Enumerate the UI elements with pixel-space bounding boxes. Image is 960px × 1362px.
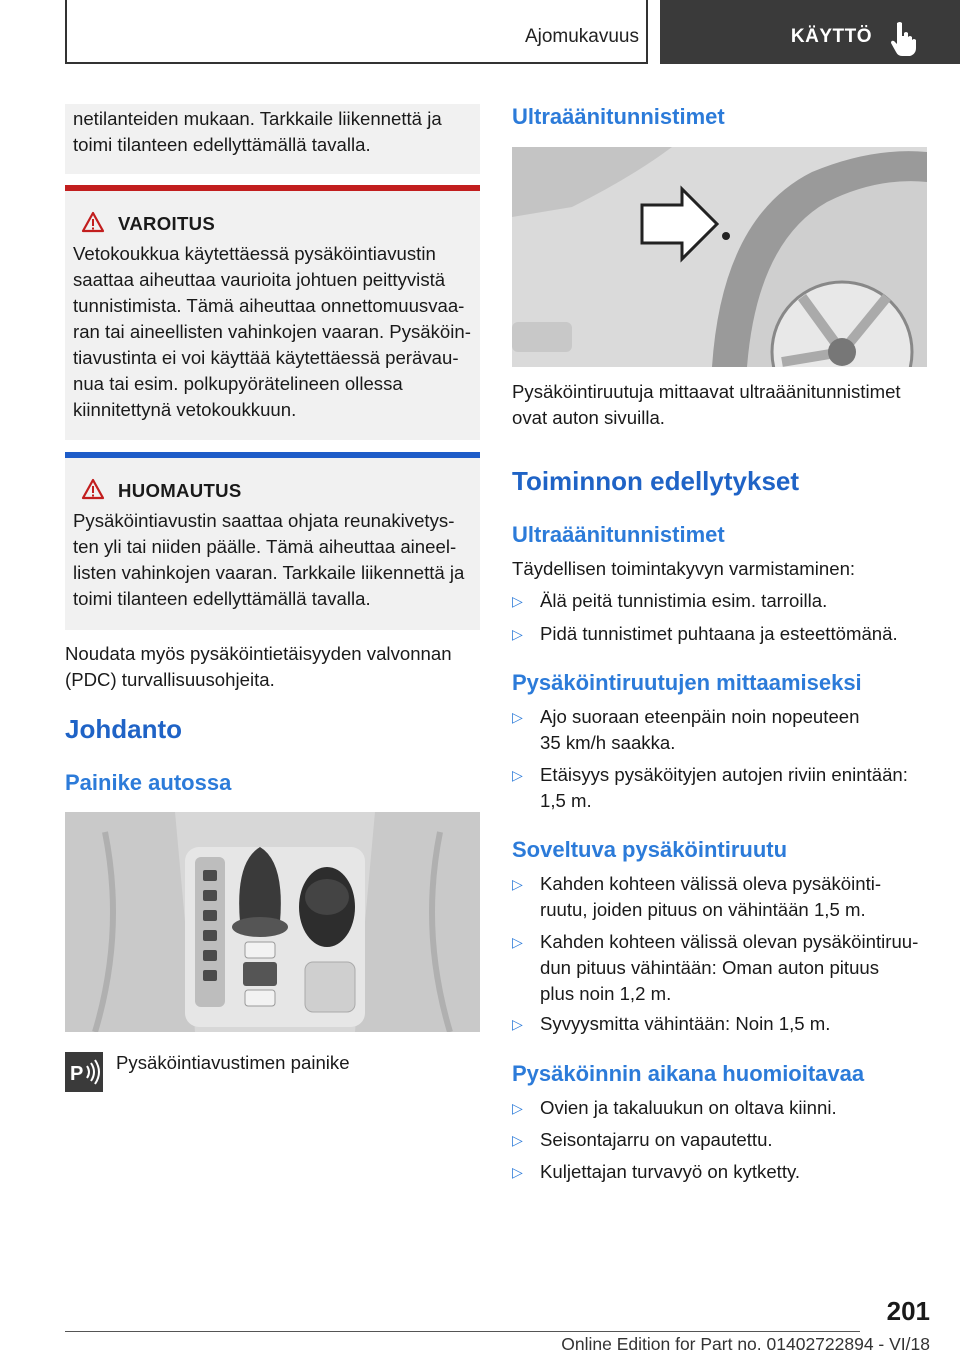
bullet-triangle-icon: ▷ bbox=[512, 876, 523, 892]
warning-title: VAROITUS bbox=[118, 213, 216, 234]
notice-line: ten yli tai niiden päälle. Tämä aiheuttaa aineel- bbox=[73, 536, 457, 557]
button-caption: Pysäköintiavustimen painike bbox=[116, 1052, 350, 1073]
svg-text:P: P bbox=[70, 1063, 84, 1085]
heading-measuring-spaces: Pysäköintiruutujen mittaamiseksi bbox=[512, 670, 862, 695]
intro-line: netilanteiden mukaan. Tarkkaile liikennettä ja bbox=[73, 108, 442, 129]
park-assist-icon bbox=[65, 1052, 103, 1092]
heading-button-in-car: Painike autossa bbox=[65, 770, 232, 795]
notice-title: HUOMAUTUS bbox=[118, 480, 242, 501]
bullet-triangle-icon: ▷ bbox=[512, 934, 523, 950]
warning-line: saattaa aiheuttaa vaurioita johtuen peittyvistä bbox=[73, 269, 446, 290]
notice-box bbox=[65, 458, 480, 630]
warning-line: tunnistimista. Tämä aiheuttaa onnettomuusvaa- bbox=[73, 295, 465, 316]
bullet-triangle-icon: ▷ bbox=[512, 626, 523, 642]
page-number: 201 bbox=[886, 1296, 930, 1326]
pdc-note-line: (PDC) turvallisuusohjeita. bbox=[65, 669, 275, 690]
list-item-text: Älä peitä tunnistimia esim. tarroilla. bbox=[540, 590, 828, 611]
warning-line: tiavustinta ei voi käyttää käytettäessä perävau- bbox=[73, 347, 459, 368]
list-item-text: 35 km/h saakka. bbox=[540, 732, 676, 753]
sensor-caption-line: Pysäköintiruutuja mittaavat ultraäänitunnistimet bbox=[512, 381, 901, 402]
list-item-text: Pidä tunnistimet puhtaana ja esteettömänä. bbox=[540, 623, 898, 644]
list-item-text: Etäisyys pysäköityjen autojen riviin enintään: bbox=[540, 764, 908, 785]
bullet-triangle-icon: ▷ bbox=[512, 767, 523, 783]
sensor-location-image bbox=[512, 147, 927, 367]
sensor-caption-line: ovat auton sivuilla. bbox=[512, 407, 665, 428]
list-item-text: Syvyysmitta vähintään: Noin 1,5 m. bbox=[540, 1013, 831, 1034]
pdc-note bbox=[65, 641, 480, 693]
suitable-bullet-list bbox=[512, 871, 932, 1041]
warning-line: nua tai esim. polkupyörätelineen ollessa bbox=[73, 373, 403, 394]
pdc-note-line: Noudata myös pysäköintietäisyyden valvonnan bbox=[65, 643, 452, 664]
warning-line: Vetokoukkua käytettäessä pysäköintiavustin bbox=[73, 243, 436, 264]
heading-suitable-space: Soveltuva pysäköintiruutu bbox=[512, 837, 788, 862]
heading-function-requirements: Toiminnon edellytykset bbox=[512, 466, 800, 496]
list-item-text: Seisontajarru on vapautettu. bbox=[540, 1129, 773, 1150]
notice-line: listen vahinkojen vaaran. Tarkkaile liikennettä ja bbox=[73, 562, 465, 583]
list-item-text: plus noin 1,2 m. bbox=[540, 983, 672, 1004]
heading-ultrasonic-sensors: Ultraäänitunnistimet bbox=[512, 104, 725, 129]
list-item-text: Kahden kohteen välissä olevan pysäköintiruu- bbox=[540, 931, 919, 952]
sensor-caption bbox=[512, 379, 932, 431]
bullet-triangle-icon: ▷ bbox=[512, 709, 523, 725]
header-chapter-title: KÄYTTÖ bbox=[790, 26, 872, 47]
warning-line: ran tai aineellisten vahinkojen vaaran. Pysäköin- bbox=[73, 321, 471, 342]
list-item-text: dun pituus vähintään: Oman auton pituus bbox=[540, 957, 880, 978]
intro-line: toimi tilanteen edellyttämällä tavalla. bbox=[73, 134, 371, 155]
subheading-ultrasonic-sensors: Ultraäänitunnistimet bbox=[512, 522, 725, 547]
footer-edition: Online Edition for Part no. 01402722894 - VI/18 bbox=[561, 1334, 930, 1354]
warning-box bbox=[65, 191, 480, 440]
list-item-text: Ajo suoraan eteenpäin noin nopeuteen bbox=[540, 706, 860, 727]
bullet-triangle-icon: ▷ bbox=[512, 1100, 523, 1116]
sensor-bullet-list bbox=[512, 588, 932, 648]
list-item-text: Kuljettajan turvavyö on kytketty. bbox=[540, 1161, 801, 1182]
bullet-triangle-icon: ▷ bbox=[512, 1164, 523, 1180]
warning-triangle-icon bbox=[81, 478, 105, 500]
heading-intro: Johdanto bbox=[65, 714, 182, 744]
bullet-triangle-icon: ▷ bbox=[512, 1016, 523, 1032]
warning-line: kiinnitettynä vetokoukkuun. bbox=[73, 399, 297, 420]
list-item-text: Ovien ja takaluukun on oltava kiinni. bbox=[540, 1097, 837, 1118]
intro-continuation-box bbox=[65, 104, 480, 174]
list-item-text: ruutu, joiden pituus on vähintään 1,5 m. bbox=[540, 899, 866, 920]
header-section-tab bbox=[65, 0, 648, 64]
heading-while-parking: Pysäköinnin aikana huomioitavaa bbox=[512, 1061, 865, 1086]
center-console-image bbox=[65, 812, 480, 1032]
header-chapter-tab bbox=[660, 0, 960, 64]
header-section-title: Ajomukavuus bbox=[524, 26, 639, 47]
warning-triangle-icon bbox=[81, 211, 105, 233]
footer-divider bbox=[65, 1331, 860, 1332]
measure-bullet-list bbox=[512, 704, 932, 814]
list-item-text: Kahden kohteen välissä oleva pysäköinti- bbox=[540, 873, 882, 894]
parking-bullet-list bbox=[512, 1095, 932, 1190]
sensors-intro: Täydellisen toimintakyvyn varmistaminen: bbox=[512, 558, 856, 579]
bullet-triangle-icon: ▷ bbox=[512, 593, 523, 609]
notice-line: toimi tilanteen edellyttämällä tavalla. bbox=[73, 588, 371, 609]
bullet-triangle-icon: ▷ bbox=[512, 1132, 523, 1148]
notice-line: Pysäköintiavustin saattaa ohjata reunakivetys- bbox=[73, 510, 455, 531]
hand-pointer-icon bbox=[886, 20, 920, 56]
list-item-text: 1,5 m. bbox=[540, 790, 592, 811]
